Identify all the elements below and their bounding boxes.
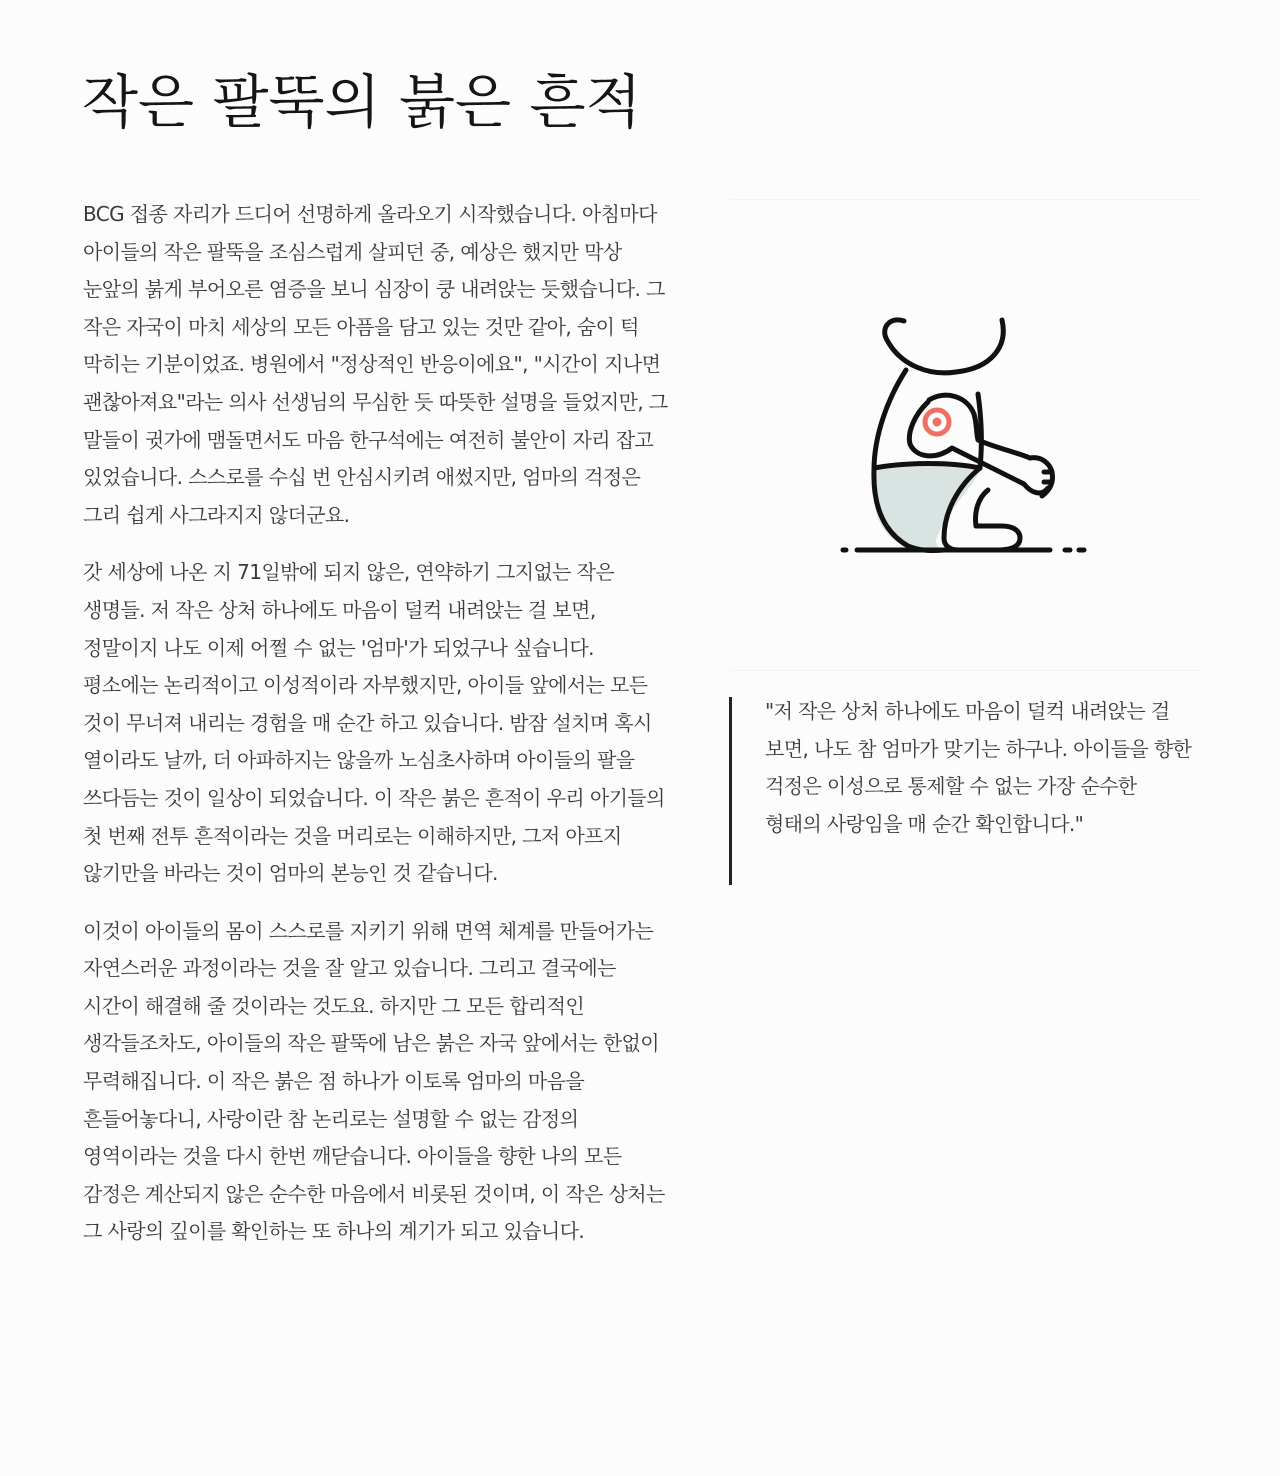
article-paragraph: 갓 세상에 나온 지 71일밖에 되지 않은, 연약하기 그지없는 작은 생명들. 저 작은 상처 하나에도 마음이 덜컥 내려앉는 걸 보면, 정말이지 나도 이제 어쩔 수 없는 '엄마'가 되었구나 싶습니다. 평소에는 논리적이고 이성적이라 자부했지만, 아이들 앞에서는 모든 것이 무너져 내리는 경험을 매 순간 하고 있습니다. 밤잠 설치며 혹시 열이라도 날까, 더 아파하지는 않을까 노심초사하며 아이들의 팔을 쓰다듬는 것이 일상이 되었습니다. 이 작은 붉은 흔적이 우리 아기들의 첫 번째 전투 흔적이라는 것을 머리로는 이해하지만, 그저 아프지 않기만을 바라는 것이 엄마의 본능인 것 같습니다.: [83, 560, 665, 886]
page-title: 작은 팔뚝의 붉은 흔적: [82, 68, 642, 136]
article-body: [83, 196, 671, 1271]
illustration-panel: [730, 199, 1200, 671]
baby-vaccination-icon: [730, 200, 1200, 670]
article-paragraph: BCG 접종 자리가 드디어 선명하게 올라오기 시작했습니다. 아침마다 아이들의 작은 팔뚝을 조심스럽게 살피던 중, 예상은 했지만 막상 눈앞의 붉게 부어오른 염증을 보니 심장이 쿵 내려앉는 듯했습니다. 그 작은 자국이 마치 세상의 모든 아픔을 담고 있는 것만 같아, 숨이 턱 막히는 기분이었죠. 병원에서 "정상적인 반응이에요", "시간이 지나면 괜찮아져요"라는 의사 선생님의 무심한 듯 따뜻한 설명을 들었지만, 그 말들이 귓가에 맴돌면서도 마음 한구석에는 여전히 불안이 자리 잡고 있었습니다. 스스로를 수십 번 안심시키려 애썼지만, 엄마의 걱정은 그리 쉽게 사그라지지 않더군요.: [83, 202, 668, 527]
article-paragraph: 이것이 아이들의 몸이 스스로를 지키기 위해 면역 체계를 만들어가는 자연스러운 과정이라는 것을 잘 알고 있습니다. 그리고 결국에는 시간이 해결해 줄 것이라는 것도요. 하지만 그 모든 합리적인 생각들조차도, 아이들의 작은 팔뚝에 남은 붉은 자국 앞에서는 한없이 무력해집니다. 이 작은 붉은 점 하나가 이토록 엄마의 마음을 흔들어놓다니, 사랑이란 참 논리로는 설명할 수 없는 감정의 영역이라는 것을 다시 한번 깨닫습니다. 아이들을 향한 나의 모든 감정은 계산되지 않은 순수한 마음에서 비롯된 것이며, 이 작은 상처는 그 사랑의 깊이를 확인하는 또 하나의 계기가 되고 있습니다.: [83, 918, 665, 1244]
pull-quote: [729, 697, 1195, 885]
pull-quote-text: "저 작은 상처 하나에도 마음이 덜컥 내려앉는 걸 보면, 나도 참 엄마가 맞기는 하구나. 아이들을 향한 걱정은 이성으로 통제할 수 없는 가장 순수한 형태의 사랑임을 매 순간 확인합니다.": [765, 699, 1192, 836]
